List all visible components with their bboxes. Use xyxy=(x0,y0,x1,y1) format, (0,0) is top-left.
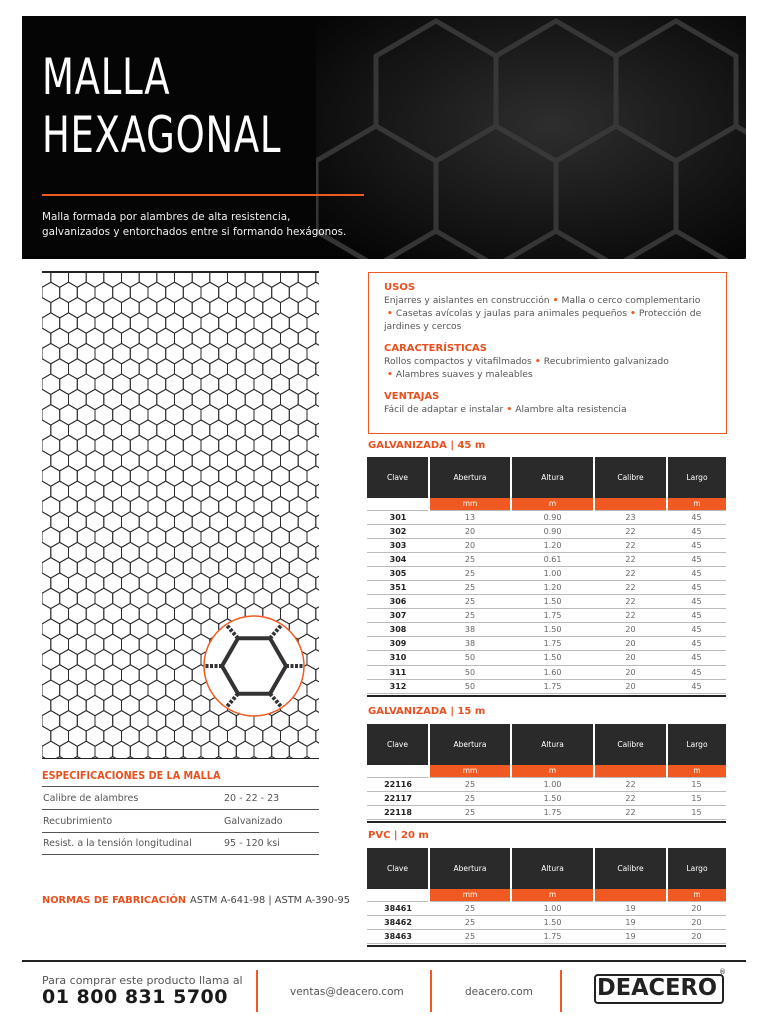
table-cell: 45 xyxy=(667,580,726,594)
mesh-cell xyxy=(183,741,201,759)
spec-value: 20 - 22 - 23 xyxy=(224,792,280,804)
spec-label: Calibre de alambres xyxy=(43,792,139,804)
table-cell: 308 xyxy=(367,623,429,637)
table-cell: 38462 xyxy=(367,915,429,929)
table-cell: 38 xyxy=(429,637,511,651)
mesh-cell xyxy=(307,619,319,639)
table-row xyxy=(367,665,726,679)
normas-label: NORMAS DE FABRICACIÓN xyxy=(42,895,187,906)
table-cell: 25 xyxy=(429,805,511,819)
table-cell: 23 xyxy=(594,510,667,524)
table-cell: 15 xyxy=(667,777,726,791)
table-row xyxy=(367,805,726,819)
column-header: Abertura xyxy=(429,724,511,765)
spec-value: Galvanizado xyxy=(224,815,283,827)
mesh-cell xyxy=(307,435,319,455)
product-description: Malla formada por alambres de alta resistencia, galvanizados y entorchados entre si formando hexágonos. xyxy=(42,211,347,238)
table-cell: 301 xyxy=(367,510,429,524)
table-cell: 20 xyxy=(429,524,511,538)
table-cell: 0.90 xyxy=(511,510,594,524)
table-cell: 19 xyxy=(594,929,667,943)
usos-item: Casetas avícolas y jaulas para animales pequeños xyxy=(395,308,628,319)
usos-title: USOS xyxy=(384,282,416,293)
unit-cell xyxy=(367,765,429,777)
mesh-cell xyxy=(51,271,69,287)
table-cell: 0.90 xyxy=(511,524,594,538)
table-cell: 45 xyxy=(667,552,726,566)
table-cell: 307 xyxy=(367,609,429,623)
table-cell: 1.50 xyxy=(511,915,594,929)
table-cell: 45 xyxy=(667,651,726,665)
column-header: Largo xyxy=(667,457,726,498)
spec-row xyxy=(42,809,319,832)
column-header: Clave xyxy=(367,457,429,498)
mesh-cell xyxy=(113,741,131,759)
table-row xyxy=(367,552,726,566)
mesh-cell xyxy=(175,271,193,287)
column-header: Clave xyxy=(367,848,429,889)
mesh-cell xyxy=(166,741,184,759)
table-cell: 22 xyxy=(594,580,667,594)
table-cell: 25 xyxy=(429,595,511,609)
unit-cell xyxy=(367,889,429,901)
mesh-cell xyxy=(289,741,307,759)
table-cell: 22 xyxy=(594,538,667,552)
product-table xyxy=(367,724,726,820)
table-cell: 351 xyxy=(367,580,429,594)
phone-number[interactable]: 01 800 831 5700 xyxy=(42,986,228,1008)
caracteristicas-section xyxy=(384,343,712,381)
email-link[interactable]: ventas@deacero.com xyxy=(290,986,404,998)
table-cell: 20 xyxy=(594,679,667,693)
table-cell: 45 xyxy=(667,524,726,538)
table-cell: 1.60 xyxy=(511,665,594,679)
spec-value: 95 - 120 ksi xyxy=(224,838,280,849)
call-to-action: Para comprar este producto llama al xyxy=(42,974,243,987)
column-header: Largo xyxy=(667,724,726,765)
column-header: Altura xyxy=(511,848,594,889)
mesh-cell xyxy=(307,466,319,486)
table-cell: 25 xyxy=(429,915,511,929)
mesh-cell xyxy=(307,405,319,425)
mesh-cell xyxy=(236,741,254,759)
table-cell: 45 xyxy=(667,566,726,580)
table-title: PVC | 20 m xyxy=(368,830,429,841)
title-divider xyxy=(42,194,364,196)
mesh-cell xyxy=(307,282,319,302)
mesh-illustration xyxy=(42,271,319,759)
unit-cell: m xyxy=(667,498,726,510)
ventajas-item: Alambre alta resistencia xyxy=(515,404,627,415)
table-cell: 1.75 xyxy=(511,637,594,651)
table-cell: 1.50 xyxy=(511,651,594,665)
column-header: Calibre xyxy=(594,848,667,889)
bullet-icon: • xyxy=(506,404,513,415)
table-row xyxy=(367,510,726,524)
usos-item: Malla o cerco complementario xyxy=(561,295,701,306)
spec-row xyxy=(42,832,319,855)
table-cell: 25 xyxy=(429,566,511,580)
mesh-cell xyxy=(157,271,175,287)
table-cell: 22 xyxy=(594,552,667,566)
bullet-icon: • xyxy=(534,356,541,367)
table-bottom-rule xyxy=(367,821,726,823)
column-header: Altura xyxy=(511,724,594,765)
footer-separator xyxy=(560,970,562,1012)
mesh-cell xyxy=(86,271,104,287)
mesh-cell xyxy=(122,271,140,287)
mesh-cell xyxy=(307,649,319,669)
table-cell: 1.50 xyxy=(511,791,594,805)
ventajas-section xyxy=(384,391,712,416)
table-cell: 45 xyxy=(667,679,726,693)
table-cell: 22 xyxy=(594,524,667,538)
table-cell: 45 xyxy=(667,595,726,609)
table-row xyxy=(367,777,726,791)
mesh-cell xyxy=(139,271,157,287)
bullet-icon: • xyxy=(552,295,559,306)
mesh-cell xyxy=(263,271,281,287)
column-header: Calibre xyxy=(594,724,667,765)
mesh-cell xyxy=(42,741,60,759)
table-cell: 25 xyxy=(429,609,511,623)
table-row xyxy=(367,538,726,552)
table-row xyxy=(367,623,726,637)
table-cell: 15 xyxy=(667,791,726,805)
table-cell: 38 xyxy=(429,623,511,637)
table-cell: 45 xyxy=(667,510,726,524)
table-cell: 20 xyxy=(667,929,726,943)
column-header: Calibre xyxy=(594,457,667,498)
product-table xyxy=(367,848,726,944)
table-row xyxy=(367,580,726,594)
table-cell: 22 xyxy=(594,777,667,791)
table-cell: 311 xyxy=(367,665,429,679)
logo-text: DEACERO xyxy=(597,975,718,1001)
deacero-logo xyxy=(594,970,728,1008)
website-link[interactable]: deacero.com xyxy=(465,986,533,998)
mesh-cell xyxy=(245,271,263,287)
table-cell: 45 xyxy=(667,665,726,679)
mesh-cell xyxy=(307,343,319,363)
table-cell: 50 xyxy=(429,651,511,665)
ventajas-list xyxy=(384,403,712,416)
mesh-cell xyxy=(272,741,290,759)
table-cell: 20 xyxy=(594,665,667,679)
mesh-cell xyxy=(210,271,228,287)
column-header: Abertura xyxy=(429,848,511,889)
unit-cell: m xyxy=(511,498,594,510)
column-header: Abertura xyxy=(429,457,511,498)
table-cell: 22 xyxy=(594,805,667,819)
table-cell: 1.75 xyxy=(511,679,594,693)
table-cell: 22116 xyxy=(367,777,429,791)
table-cell: 20 xyxy=(594,651,667,665)
registered-mark: ® xyxy=(719,968,726,976)
table-cell: 50 xyxy=(429,665,511,679)
caracteristicas-title: CARACTERÍSTICAS xyxy=(384,343,487,354)
usos-list xyxy=(384,294,712,333)
table-cell: 22 xyxy=(594,566,667,580)
hero-mesh-background xyxy=(316,16,746,259)
table-bottom-rule xyxy=(367,695,726,697)
ventajas-title: VENTAJAS xyxy=(384,391,440,402)
unit-cell: m xyxy=(511,765,594,777)
unit-cell: m xyxy=(667,889,726,901)
table-cell: 22 xyxy=(594,791,667,805)
table-cell: 38463 xyxy=(367,929,429,943)
hexagon-mesh-pattern xyxy=(42,271,319,759)
usos-section xyxy=(384,282,712,333)
table-row xyxy=(367,595,726,609)
mesh-cell xyxy=(130,741,148,759)
spec-row xyxy=(42,786,319,809)
table-bottom-rule xyxy=(367,945,726,947)
table-cell: 25 xyxy=(429,552,511,566)
mesh-cell xyxy=(307,374,319,394)
table-row xyxy=(367,651,726,665)
table-row xyxy=(367,791,726,805)
table-cell: 20 xyxy=(594,637,667,651)
table-row xyxy=(367,915,726,929)
unit-cell xyxy=(594,498,667,510)
unit-cell xyxy=(367,498,429,510)
table-cell: 45 xyxy=(667,609,726,623)
table-row xyxy=(367,901,726,915)
table-row xyxy=(367,929,726,943)
table-cell: 1.50 xyxy=(511,623,594,637)
table-cell: 25 xyxy=(429,791,511,805)
table-cell: 45 xyxy=(667,623,726,637)
table-cell: 22 xyxy=(594,609,667,623)
mesh-cell xyxy=(69,271,87,287)
specs-table xyxy=(42,786,319,855)
caracteristicas-item: Recubrimiento galvanizado xyxy=(543,356,669,367)
table-cell: 303 xyxy=(367,538,429,552)
table-cell: 310 xyxy=(367,651,429,665)
table-cell: 22 xyxy=(594,595,667,609)
table-cell: 20 xyxy=(667,915,726,929)
footer-separator xyxy=(256,970,258,1012)
table-cell: 45 xyxy=(667,538,726,552)
mesh-cell xyxy=(60,741,78,759)
mesh-cell xyxy=(307,741,319,759)
ventajas-item: Fácil de adaptar e instalar xyxy=(384,404,504,415)
table-row xyxy=(367,566,726,580)
mesh-cell xyxy=(192,271,210,287)
table-cell: 304 xyxy=(367,552,429,566)
table-cell: 1.75 xyxy=(511,805,594,819)
caracteristicas-list xyxy=(384,355,712,381)
mesh-cell xyxy=(307,496,319,516)
footer-divider xyxy=(22,960,746,962)
table-cell: 20 xyxy=(429,538,511,552)
table-cell: 0.61 xyxy=(511,552,594,566)
table-cell: 22117 xyxy=(367,791,429,805)
normas-value: ASTM A-641-98 | ASTM A-390-95 xyxy=(190,895,350,906)
mesh-cell xyxy=(77,741,95,759)
mesh-cell xyxy=(307,680,319,700)
spec-label: Resist. a la tensión longitudinal xyxy=(43,838,192,849)
unit-cell: m xyxy=(511,889,594,901)
unit-cell: mm xyxy=(429,498,511,510)
bullet-icon: • xyxy=(387,369,393,380)
unit-cell xyxy=(594,765,667,777)
column-header: Largo xyxy=(667,848,726,889)
table-cell: 15 xyxy=(667,805,726,819)
mesh-cell xyxy=(201,741,219,759)
table-cell: 305 xyxy=(367,566,429,580)
column-header: Altura xyxy=(511,457,594,498)
table-cell: 1.20 xyxy=(511,538,594,552)
table-cell: 302 xyxy=(367,524,429,538)
table-cell: 50 xyxy=(429,679,511,693)
table-cell: 1.00 xyxy=(511,566,594,580)
bullet-icon: • xyxy=(387,308,393,319)
table-cell: 38461 xyxy=(367,901,429,915)
table-cell: 1.75 xyxy=(511,609,594,623)
table-cell: 22118 xyxy=(367,805,429,819)
usos-item: Protección de jardines y cercos xyxy=(384,308,702,332)
mesh-cell xyxy=(281,271,299,287)
table-cell: 25 xyxy=(429,929,511,943)
table-cell: 19 xyxy=(594,901,667,915)
table-row xyxy=(367,679,726,693)
table-cell: 312 xyxy=(367,679,429,693)
mesh-cell xyxy=(148,741,166,759)
product-table xyxy=(367,457,726,694)
table-cell: 25 xyxy=(429,580,511,594)
mesh-cell xyxy=(307,313,319,333)
table-cell: 309 xyxy=(367,637,429,651)
mesh-cell xyxy=(307,558,319,578)
table-cell: 45 xyxy=(667,637,726,651)
table-row xyxy=(367,609,726,623)
table-cell: 306 xyxy=(367,595,429,609)
usos-item: Enjarres y aislantes en construcción xyxy=(384,295,550,306)
mesh-cell xyxy=(307,527,319,547)
footer-separator xyxy=(430,970,432,1012)
info-box xyxy=(368,272,727,434)
mesh-cell xyxy=(104,271,122,287)
unit-cell: m xyxy=(667,765,726,777)
mesh-cell xyxy=(228,271,246,287)
table-cell: 25 xyxy=(429,901,511,915)
table-cell: 13 xyxy=(429,510,511,524)
table-cell: 20 xyxy=(594,623,667,637)
title-line-1: MALLA xyxy=(42,48,171,106)
table-cell: 1.20 xyxy=(511,580,594,594)
mesh-cell xyxy=(316,271,319,287)
unit-cell: mm xyxy=(429,765,511,777)
mesh-cell xyxy=(254,741,272,759)
mesh-top-border xyxy=(42,271,319,273)
mesh-cell xyxy=(95,741,113,759)
table-cell: 1.00 xyxy=(511,777,594,791)
table-row xyxy=(367,637,726,651)
mesh-bottom-border xyxy=(42,758,319,760)
mesh-cell xyxy=(307,711,319,731)
caracteristicas-item: Rollos compactos y vitafilmados xyxy=(384,356,532,367)
mesh-cell xyxy=(298,271,316,287)
table-cell: 19 xyxy=(594,915,667,929)
table-title: GALVANIZADA | 45 m xyxy=(368,440,486,451)
hero-banner xyxy=(22,16,746,259)
bullet-icon: • xyxy=(630,308,636,319)
table-title: GALVANIZADA | 15 m xyxy=(368,706,486,717)
table-cell: 1.50 xyxy=(511,595,594,609)
mesh-cell xyxy=(219,741,237,759)
unit-cell: mm xyxy=(429,889,511,901)
specs-title: ESPECIFICACIONES DE LA MALLA xyxy=(42,770,221,782)
column-header: Clave xyxy=(367,724,429,765)
unit-cell xyxy=(594,889,667,901)
spec-label: Recubrimiento xyxy=(43,815,113,827)
table-row xyxy=(367,524,726,538)
caracteristicas-item: Alambres suaves y maleables xyxy=(395,369,533,380)
table-cell: 25 xyxy=(429,777,511,791)
page-title xyxy=(42,48,281,164)
table-cell: 20 xyxy=(667,901,726,915)
table-cell: 1.75 xyxy=(511,929,594,943)
mesh-cell xyxy=(307,588,319,608)
normas-line xyxy=(42,895,350,906)
title-line-2: HEXAGONAL xyxy=(42,106,282,164)
table-cell: 1.00 xyxy=(511,901,594,915)
